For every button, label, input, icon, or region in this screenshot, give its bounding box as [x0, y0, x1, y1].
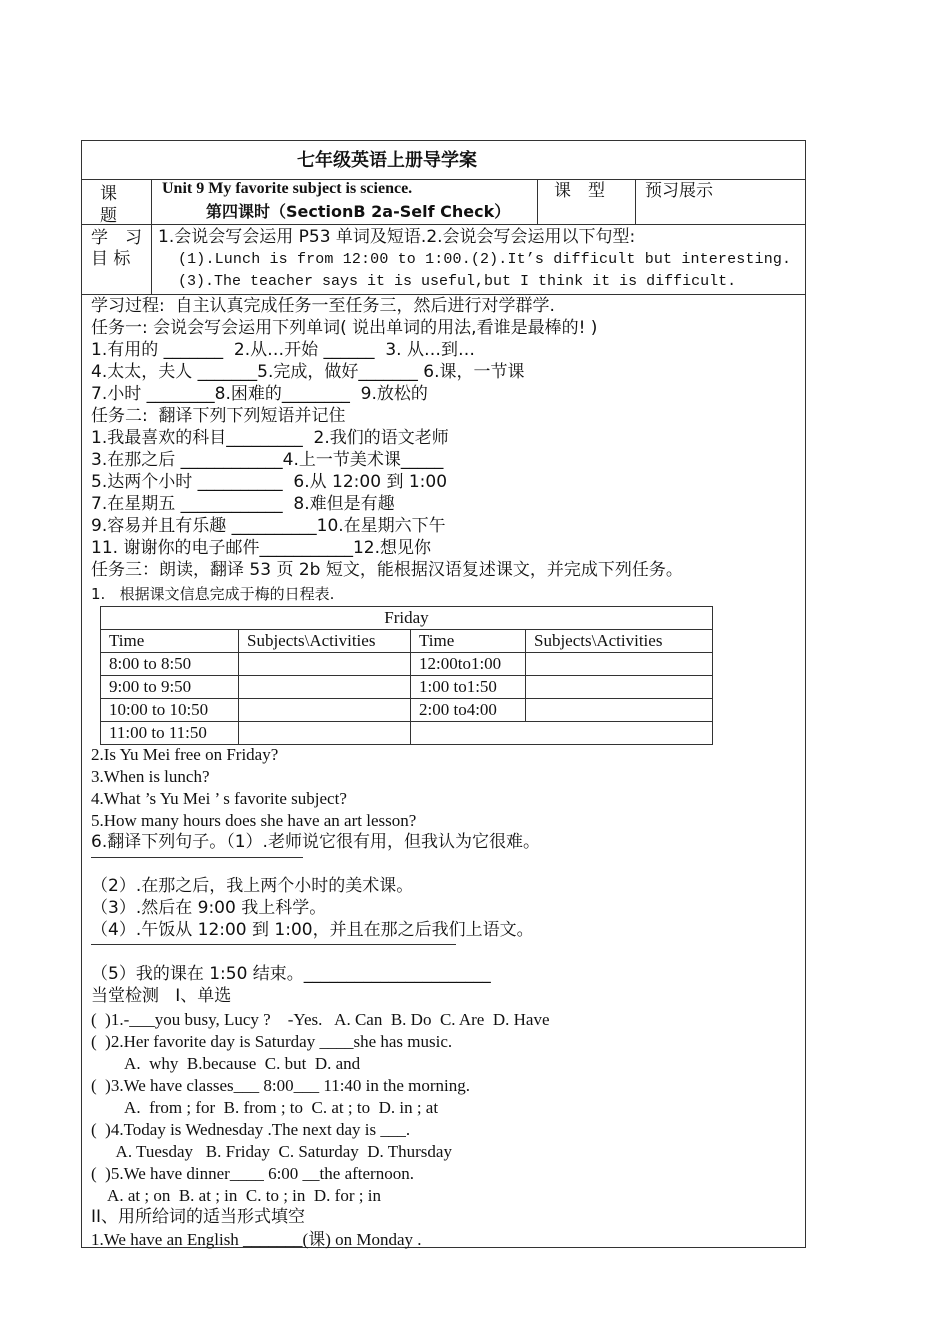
part2-title: II、用所给词的适当形式填空 — [91, 1207, 306, 1227]
quiz-line: ( )4.Today is Wednesday .The next day is ___. — [91, 1120, 411, 1139]
schedule-cell[interactable] — [239, 699, 411, 722]
task2-title: 任务二: 翻译下列下列短语并记住 — [91, 406, 346, 426]
quiz-line: ( )2.Her favorite day is Saturday ____she has music. — [91, 1032, 453, 1051]
schedule-day-row — [101, 607, 713, 630]
translate-s3: （3）.然后在 9:00 我上科学。 — [91, 898, 327, 918]
schedule-cell[interactable] — [526, 699, 713, 722]
quiz-line: ( )5.We have dinner____ 6:00 __the afternoon. — [91, 1164, 414, 1183]
task1-line: 7.小时 ________8.困难的________ 9.放松的 — [91, 384, 428, 404]
task2-line: 1.我最喜欢的科目_________ 2.我们的语文老师 — [91, 428, 449, 448]
translate-s2: （2）.在那之后，我上两个小时的美术课。 — [91, 876, 414, 896]
schedule-header-row — [101, 630, 713, 653]
schedule-header-cell: Subjects\Activities — [526, 630, 713, 653]
quiz-line: ( )3.We have classes___ 8:00___ 11:40 in the morning. — [91, 1076, 471, 1095]
schedule-cell: 2:00 to4:00 — [411, 699, 526, 722]
quiz-line: ( )1.-___you busy, Lucy ? -Yes. A. Can B. Do C. Are D. Have — [91, 1010, 550, 1029]
schedule-cell: 10:00 to 10:50 — [101, 699, 239, 722]
schedule-table — [100, 606, 713, 745]
table-row — [101, 676, 713, 699]
answer-line[interactable] — [91, 944, 456, 945]
schedule-header-cell: Time — [411, 630, 526, 653]
task3-item-1: 1. 根据课文信息完成于梅的日程表. — [91, 585, 335, 603]
worksheet — [81, 140, 806, 1248]
task2-line: 7.在星期五 ____________ 8.难但是有趣 — [91, 494, 395, 514]
schedule-header-cell: Subjects\Activities — [239, 630, 411, 653]
schedule-cell: 8:00 to 8:50 — [101, 653, 239, 676]
task3-title: 任务三：朗读，翻译 53 页 2b 短文，能根据汉语复述课文，并完成下列任务。 — [91, 560, 683, 580]
table-row — [101, 699, 713, 722]
process-intro: 学习过程: 自主认真完成任务一至任务三，然后进行对学群学. — [91, 296, 555, 316]
table-row — [101, 722, 713, 745]
schedule-header-cell: Time — [101, 630, 239, 653]
quiz-line: A. at ; on B. at ; in C. to ; in D. for ; in — [91, 1186, 381, 1205]
answer-line[interactable] — [91, 857, 303, 858]
question-4: 4.What ’s Yu Mei ’ s favorite subject? — [91, 789, 347, 808]
schedule-day: Friday — [101, 607, 713, 630]
task2-line: 11. 谢谢你的电子邮件___________12.想见你 — [91, 538, 431, 558]
schedule-cell: 9:00 to 9:50 — [101, 676, 239, 699]
translate-s5: （5）我的课在 1:50 结束。______________________ — [91, 964, 491, 984]
lesson-period: 第四课时（SectionB 2a-Self Check） — [206, 202, 511, 221]
schedule-cell[interactable] — [526, 676, 713, 699]
goals-line-1: 1.会说会写会运用 P53 单词及短语.2.会说会写会运用以下句型: — [158, 227, 636, 247]
page-title: 七年级英语上册导学案 — [297, 150, 477, 171]
question-5: 5.How many hours does she have an art lesson? — [91, 811, 417, 830]
schedule-cell[interactable] — [239, 653, 411, 676]
lesson-unit-title: Unit 9 My favorite subject is science. — [162, 180, 413, 197]
schedule-cell[interactable] — [239, 722, 411, 745]
table-row — [101, 653, 713, 676]
quiz-line: A. why B.because C. but D. and — [91, 1054, 361, 1073]
type-label: 课 型 — [554, 181, 605, 201]
quiz-line: A. from ; for B. from ; to C. at ; to D. in ; at — [91, 1098, 439, 1117]
task2-line: 5.达两个小时 __________ 6.从 12:00 到 1:00 — [91, 472, 448, 492]
quiz-title: 当堂检测 I、单选 — [91, 986, 232, 1006]
goals-line-3: (3).The teacher says it is useful,but I think it is difficult. — [178, 273, 737, 290]
schedule-cell: 12:00to1:00 — [411, 653, 526, 676]
schedule-cell: 11:00 to 11:50 — [101, 722, 239, 745]
quiz-line: A. Tuesday B. Friday C. Saturday D. Thursday — [91, 1142, 452, 1161]
task1-line: 4.太太，夫人 _______5.完成，做好_______ 6.课，一节课 — [91, 362, 525, 382]
schedule-cell: 1:00 to1:50 — [411, 676, 526, 699]
part2-line-1: 1.We have an English _______(课) on Monday . — [91, 1230, 422, 1249]
task2-line: 3.在那之后 ____________4.上一节美术课_____ — [91, 450, 444, 470]
task1-title: 任务一: 会说会写会运用下列单词( 说出单词的用法,看谁是最棒的! ) — [91, 318, 598, 338]
goals-line-2: (1).Lunch is from 12:00 to 1:00.(2).It’s difficult but interesting. — [178, 251, 792, 268]
schedule-cell[interactable] — [526, 653, 713, 676]
type-value: 预习展示 — [645, 181, 713, 201]
schedule-cell[interactable] — [411, 722, 713, 745]
schedule-cell[interactable] — [239, 676, 411, 699]
question-3: 3.When is lunch? — [91, 767, 210, 786]
lesson-label: 课 题 — [100, 184, 117, 226]
translate-s4: （4）.午饭从 12:00 到 1:00，并且在那之后我们上语文。 — [91, 920, 534, 940]
question-2: 2.Is Yu Mei free on Friday? — [91, 745, 279, 764]
task1-line: 1.有用的 _______ 2.从…开始 ______ 3. 从…到… — [91, 340, 475, 360]
goals-label: 学 习 目 标 — [91, 228, 142, 269]
task2-line: 9.容易并且有乐趣 __________10.在星期六下午 — [91, 516, 446, 536]
translate-q6: 6.翻译下列句子。（1）.老师说它很有用，但我认为它很难。 — [91, 832, 540, 852]
